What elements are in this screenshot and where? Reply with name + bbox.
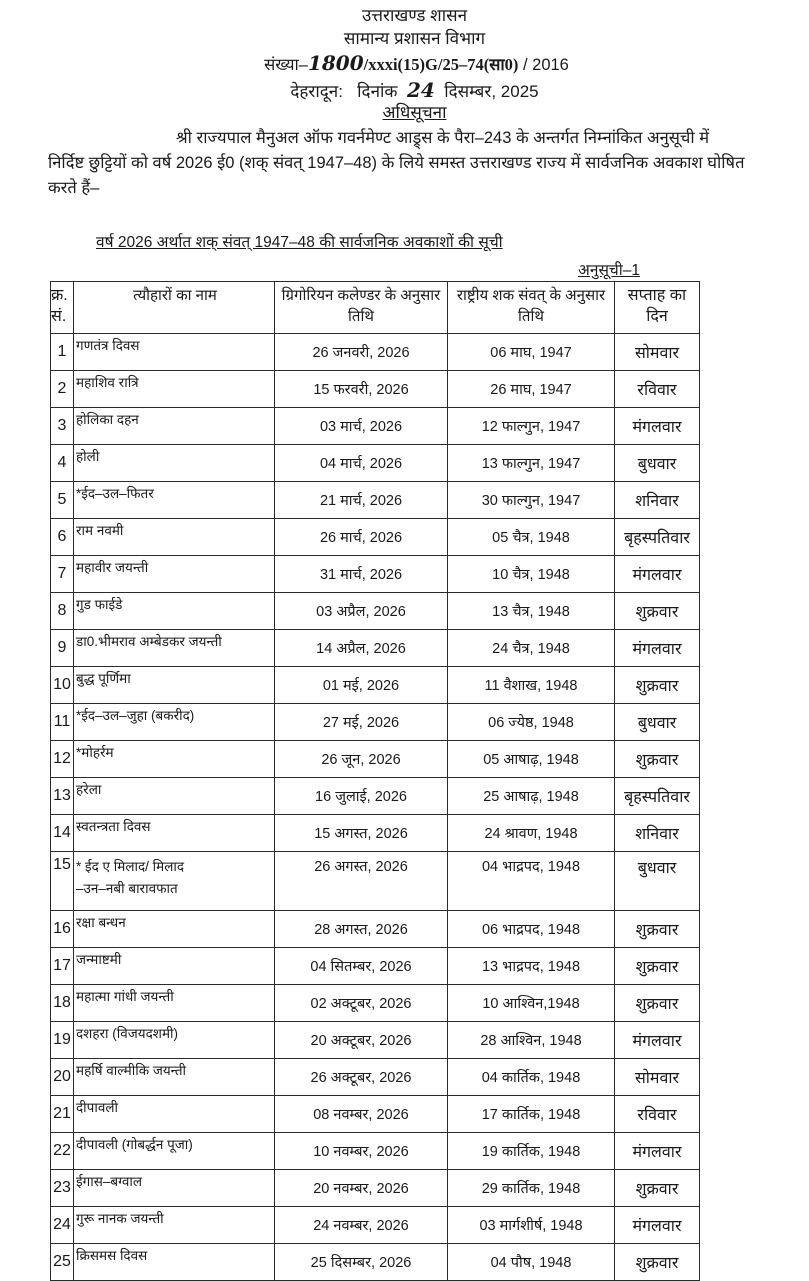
festival-name: गुरू नानक जयन्ती (74, 1207, 275, 1244)
table-row (51, 630, 700, 667)
schedule-label: अनुसूची–1 (578, 262, 641, 279)
column-header-festival-name: त्यौहारों का नाम (74, 282, 275, 334)
handwritten-day: 24 (406, 78, 435, 102)
weekday: मंगलवार (615, 556, 700, 593)
shaka-date: 04 पौष, 1948 (448, 1244, 615, 1281)
serial-number: 16 (51, 911, 74, 948)
shaka-date: 05 आषाढ़, 1948 (448, 741, 615, 778)
weekday: बृहस्पतिवार (615, 778, 700, 815)
festival-name: महात्मा गांधी जयन्ती (74, 985, 275, 1022)
shaka-date: 04 भाद्रपद, 1948 (448, 852, 615, 911)
table-header-row (51, 282, 700, 334)
holiday-list-title: वर्ष 2026 अर्थात शक् संवत् 1947–48 की सार्वजनिक अवकाशों की सूची (96, 234, 503, 251)
weekday: शुक्रवार (615, 985, 700, 1022)
notification-title: अधिसूचना (382, 103, 447, 122)
gregorian-date: 26 जनवरी, 2026 (275, 334, 448, 371)
weekday: शुक्रवार (615, 1244, 700, 1281)
festival-name (74, 852, 275, 911)
weekday: शुक्रवार (615, 741, 700, 778)
festival-name-line-2: –उन–नबी बारावफात (76, 881, 178, 896)
reference-prefix: संख्या– (264, 56, 308, 74)
shaka-date: 06 ज्येष्ठ, 1948 (448, 704, 615, 741)
festival-name: महर्षि वाल्मीकि जयन्ती (74, 1059, 275, 1096)
festival-name: होली (74, 445, 275, 482)
shaka-date: 24 श्रावण, 1948 (448, 815, 615, 852)
gregorian-date: 14 अप्रैल, 2026 (275, 630, 448, 667)
shaka-date: 17 कार्तिक, 1948 (448, 1096, 615, 1133)
date-month-year: दिसम्बर, 2025 (444, 82, 539, 101)
festival-name: गणतंत्र दिवस (74, 334, 275, 371)
department-heading: सामान्य प्रशासन विभाग (343, 29, 486, 48)
festival-name: ईगास–बग्वाल (74, 1170, 275, 1207)
serial-number: 15 (51, 852, 74, 911)
shaka-date: 06 भाद्रपद, 1948 (448, 911, 615, 948)
table-row (51, 704, 700, 741)
table-row (51, 1244, 700, 1281)
serial-number: 3 (51, 408, 74, 445)
serial-number: 2 (51, 371, 74, 408)
date-line (10, 80, 809, 102)
gregorian-date: 20 नवम्बर, 2026 (275, 1170, 448, 1207)
festival-name: दीपावली (74, 1096, 275, 1133)
festival-name: स्वतन्त्रता दिवस (74, 815, 275, 852)
festival-name: गुड फाईडे (74, 593, 275, 630)
table-row (51, 519, 700, 556)
festival-name: *ईद–उल–जुहा (बकरीद) (74, 704, 275, 741)
serial-number: 1 (51, 334, 74, 371)
gregorian-date: 15 अगस्त, 2026 (275, 815, 448, 852)
table-row (51, 985, 700, 1022)
weekday: मंगलवार (615, 1133, 700, 1170)
serial-number: 14 (51, 815, 74, 852)
table-row (51, 1022, 700, 1059)
weekday: शनिवार (615, 482, 700, 519)
weekday: मंगलवार (615, 1022, 700, 1059)
gregorian-date: 20 अक्टूबर, 2026 (275, 1022, 448, 1059)
gregorian-date: 08 नवम्बर, 2026 (275, 1096, 448, 1133)
reference-suffix: / 2016 (518, 56, 569, 74)
gregorian-date: 28 अगस्त, 2026 (275, 911, 448, 948)
shaka-date: 05 चैत्र, 1948 (448, 519, 615, 556)
shaka-date: 28 आश्विन, 1948 (448, 1022, 615, 1059)
table-row (51, 948, 700, 985)
shaka-date: 26 माघ, 1947 (448, 371, 615, 408)
festival-name: *मोहर्रम (74, 741, 275, 778)
festival-name: रक्षा बन्धन (74, 911, 275, 948)
gregorian-date: 25 दिसम्बर, 2026 (275, 1244, 448, 1281)
serial-number: 10 (51, 667, 74, 704)
weekday: बुधवार (615, 852, 700, 911)
shaka-date: 10 आश्विन,1948 (448, 985, 615, 1022)
weekday: शुक्रवार (615, 911, 700, 948)
festival-name: डा0.भीमराव अम्बेडकर जयन्ती (74, 630, 275, 667)
shaka-date: 13 भाद्रपद, 1948 (448, 948, 615, 985)
column-header-serial: क्र. सं. (51, 282, 74, 334)
weekday: मंगलवार (615, 1207, 700, 1244)
shaka-date: 13 चैत्र, 1948 (448, 593, 615, 630)
column-header-gregorian-date: ग्रिगोरियन कलेण्डर के अनुसार तिथि (275, 282, 448, 334)
serial-number: 19 (51, 1022, 74, 1059)
shaka-date: 10 चैत्र, 1948 (448, 556, 615, 593)
shaka-date: 11 वैशाख, 1948 (448, 667, 615, 704)
column-header-weekday: सप्ताह का दिन (615, 282, 700, 334)
table-row (51, 334, 700, 371)
shaka-date: 04 कार्तिक, 1948 (448, 1059, 615, 1096)
festival-name: हरेला (74, 778, 275, 815)
holiday-table (50, 281, 700, 1281)
gregorian-date: 02 अक्टूबर, 2026 (275, 985, 448, 1022)
government-heading: उत्तराखण्ड शासन (361, 6, 468, 25)
serial-number: 25 (51, 1244, 74, 1281)
shaka-date: 13 फाल्गुन, 1947 (448, 445, 615, 482)
gregorian-date: 04 सितम्बर, 2026 (275, 948, 448, 985)
date-label: दिनांक (357, 82, 398, 101)
table-row (51, 667, 700, 704)
festival-name: *ईद–उल–फितर (74, 482, 275, 519)
table-row (51, 445, 700, 482)
reference-number (12, 53, 809, 75)
shaka-date: 24 चैत्र, 1948 (448, 630, 615, 667)
serial-number: 17 (51, 948, 74, 985)
festival-name-line-1: * ईद ए मिलाद/ मिलाद (76, 859, 185, 874)
place: देहरादून: (290, 82, 343, 101)
serial-number: 7 (51, 556, 74, 593)
shaka-date: 29 कार्तिक, 1948 (448, 1170, 615, 1207)
column-header-shaka-date: राष्ट्रीय शक संवत् के अनुसार तिथि (448, 282, 615, 334)
serial-number: 6 (51, 519, 74, 556)
serial-number: 23 (51, 1170, 74, 1207)
gregorian-date: 27 मई, 2026 (275, 704, 448, 741)
weekday: सोमवार (615, 334, 700, 371)
weekday: बुधवार (615, 445, 700, 482)
festival-name: महाशिव रात्रि (74, 371, 275, 408)
festival-name: दीपावली (गोबर्द्धन पूजा) (74, 1133, 275, 1170)
serial-number: 9 (51, 630, 74, 667)
gregorian-date: 31 मार्च, 2026 (275, 556, 448, 593)
weekday: शुक्रवार (615, 593, 700, 630)
weekday: शुक्रवार (615, 667, 700, 704)
table-row (51, 852, 700, 911)
weekday: मंगलवार (615, 408, 700, 445)
table-row (51, 408, 700, 445)
table-row (51, 741, 700, 778)
table-row (51, 556, 700, 593)
table-row (51, 1059, 700, 1096)
table-row (51, 815, 700, 852)
shaka-date: 19 कार्तिक, 1948 (448, 1133, 615, 1170)
gregorian-date: 21 मार्च, 2026 (275, 482, 448, 519)
weekday: शुक्रवार (615, 948, 700, 985)
shaka-date: 03 मार्गशीर्ष, 1948 (448, 1207, 615, 1244)
table-row (51, 371, 700, 408)
weekday: शुक्रवार (615, 1170, 700, 1207)
gregorian-date: 26 मार्च, 2026 (275, 519, 448, 556)
serial-number: 12 (51, 741, 74, 778)
serial-number: 18 (51, 985, 74, 1022)
festival-name: होलिका दहन (74, 408, 275, 445)
gregorian-date: 26 अगस्त, 2026 (275, 852, 448, 911)
gregorian-date: 26 जून, 2026 (275, 741, 448, 778)
gregorian-date: 16 जुलाई, 2026 (275, 778, 448, 815)
gregorian-date: 03 मार्च, 2026 (275, 408, 448, 445)
paragraph-text: श्री राज्यपाल मैनुअल ऑफ गवर्नमेण्ट आड्र्स के पैरा–243 के अन्तर्गत निम्नांकित अनुसूची में निर्दिष्ट छुट्टियों को वर्ष 2026 ई0 (शक् संवत् 1947–48) के लिये समस्त उत्तराखण्ड राज्य में सार्वजनिक अवकाश घोषित करते हैं– (48, 129, 745, 197)
weekday: बृहस्पतिवार (615, 519, 700, 556)
weekday: रविवार (615, 371, 700, 408)
gregorian-date: 03 अप्रैल, 2026 (275, 593, 448, 630)
weekday: सोमवार (615, 1059, 700, 1096)
table-row (51, 1207, 700, 1244)
gregorian-date: 15 फरवरी, 2026 (275, 371, 448, 408)
notification-paragraph (48, 126, 748, 201)
gregorian-date: 01 मई, 2026 (275, 667, 448, 704)
festival-name: दशहरा (विजयदशमी) (74, 1022, 275, 1059)
serial-number: 4 (51, 445, 74, 482)
weekday: रविवार (615, 1096, 700, 1133)
table-row (51, 778, 700, 815)
table-row (51, 482, 700, 519)
festival-name: राम नवमी (74, 519, 275, 556)
shaka-date: 06 माघ, 1947 (448, 334, 615, 371)
festival-name: बुद्ध पूर्णिमा (74, 667, 275, 704)
weekday: मंगलवार (615, 630, 700, 667)
serial-number: 20 (51, 1059, 74, 1096)
serial-number: 11 (51, 704, 74, 741)
weekday: शनिवार (615, 815, 700, 852)
serial-number: 21 (51, 1096, 74, 1133)
serial-number: 8 (51, 593, 74, 630)
table-row (51, 593, 700, 630)
shaka-date: 30 फाल्गुन, 1947 (448, 482, 615, 519)
festival-name: महावीर जयन्ती (74, 556, 275, 593)
gregorian-date: 24 नवम्बर, 2026 (275, 1207, 448, 1244)
gregorian-date: 26 अक्टूबर, 2026 (275, 1059, 448, 1096)
handwritten-reference-number: 1800 (307, 51, 364, 75)
table-row (51, 1170, 700, 1207)
table-row (51, 1133, 700, 1170)
serial-number: 13 (51, 778, 74, 815)
reference-code: /xxxi(15)G/25–74(सा0) (363, 55, 519, 74)
table-row (51, 911, 700, 948)
festival-name: जन्माष्टमी (74, 948, 275, 985)
serial-number: 22 (51, 1133, 74, 1170)
serial-number: 5 (51, 482, 74, 519)
table-row (51, 1096, 700, 1133)
festival-name: क्रिसमस दिवस (74, 1244, 275, 1281)
shaka-date: 25 आषाढ़, 1948 (448, 778, 615, 815)
serial-number: 24 (51, 1207, 74, 1244)
weekday: बुधवार (615, 704, 700, 741)
gregorian-date: 04 मार्च, 2026 (275, 445, 448, 482)
shaka-date: 12 फाल्गुन, 1947 (448, 408, 615, 445)
gregorian-date: 10 नवम्बर, 2026 (275, 1133, 448, 1170)
